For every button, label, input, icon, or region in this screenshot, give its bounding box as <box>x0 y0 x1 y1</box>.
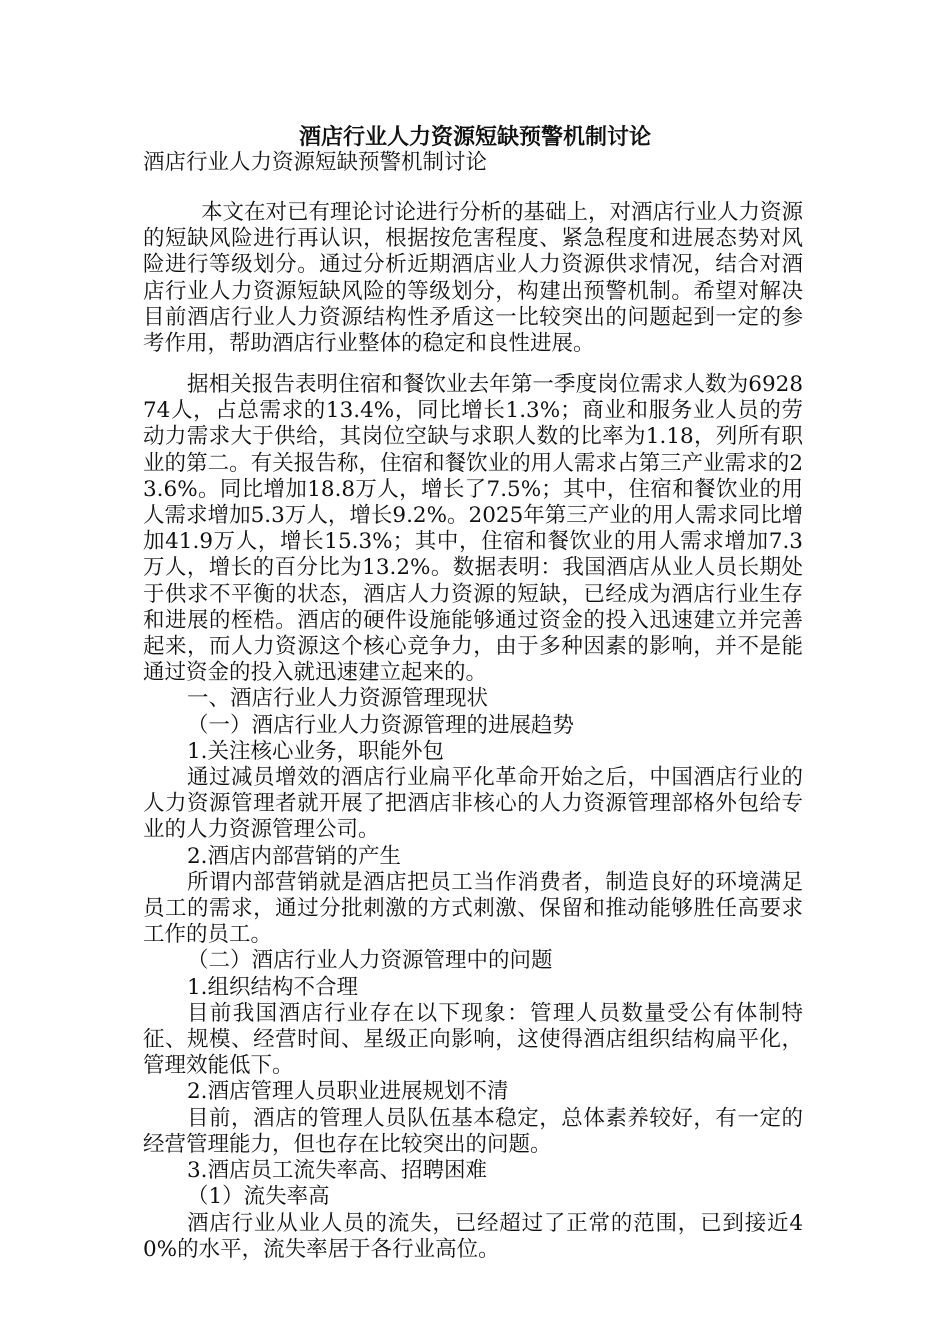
heading-item-1-2: 2.酒店内部营销的产生 <box>187 843 402 869</box>
heading-item-2-3-1: （1）流失率高 <box>187 1184 330 1210</box>
paragraph-statistics: 据相关报告表明住宿和餐饮业去年第一季度岗位需求人数为692874人，占总需求的13.4%，同比增长1.3%；商业和服务业人员的劳动力需求大于供给，其岗位空缺与求职人数的比率为1.18，列所有职业的第二。有关报告称，住宿和餐饮业的用人需求占第三产业需求的23.6%。同比增加18.8万人，增长了7.5%；其中，住宿和餐饮业的用人需求增加5.3万人，增长9.2%。2025年第三产业的用人需求同比增加41.9万人，增长15.3%；其中，住宿和餐饮业的用人需求增加7.3万人，增长的百分比为13.2%。数据表明：我国酒店从业人员长期处于供求不平衡的状态，酒店人力资源的短缺，已经成为酒店行业生存和进展的桎梏。酒店的硬件设施能够通过资金的投入迅速建立并完善起来，而人力资源这个核心竞争力，由于多种因素的影响，并不是能通过资金的投入就迅速建立起来的。 <box>143 372 803 686</box>
heading-item-1-1: 1.关注核心业务，职能外包 <box>187 738 445 764</box>
heading-subsection-1: （一）酒店行业人力资源管理的进展趋势 <box>187 712 575 738</box>
paragraph-career-planning: 目前，酒店的管理人员队伍基本稳定，总体素养较好，有一定的经营管理能力，但也存在比较突出的问题。 <box>143 1105 803 1157</box>
heading-section-1: 一、酒店行业人力资源管理现状 <box>187 686 489 712</box>
document-body <box>143 372 803 1263</box>
paragraph-turnover: 酒店行业从业人员的流失，已经超过了正常的范围，已到接近40%的水平，流失率居于各行业高位。 <box>143 1210 803 1262</box>
paragraph-internal-marketing: 所谓内部营销就是酒店把员工当作消费者，制造良好的环境满足员工的需求，通过分批刺激的方式刺激、保留和推动能够胜任高要求工作的员工。 <box>143 869 803 948</box>
document-subtitle: 酒店行业人力资源短缺预警机制讨论 <box>143 150 488 175</box>
heading-item-2-1: 1.组织结构不合理 <box>187 974 359 1000</box>
paragraph-outsourcing: 通过减员增效的酒店行业扁平化革命开始之后，中国酒店行业的人力资源管理者就开展了把酒店非核心的人力资源管理部格外包给专业的人力资源管理公司。 <box>143 765 803 843</box>
document-title: 酒店行业人力资源短缺预警机制讨论 <box>298 124 651 150</box>
abstract-paragraph: 本文在对已有理论讨论进行分析的基础上，对酒店行业人力资源的短缺风险进行再认识，根据按危害程度、紧急程度和进展态势对风险进行等级划分。通过分析近期酒店业人力资源供求情况，结合对酒店行业人力资源短缺风险的等级划分，构建出预警机制。希望对解决目前酒店行业人力资源结构性矛盾这一比较突出的问题起到一定的参考作用，帮助酒店行业整体的稳定和良性进展。 <box>143 200 804 357</box>
heading-item-2-3: 3.酒店员工流失率高、招聘困难 <box>187 1158 488 1184</box>
paragraph-org-structure: 目前我国酒店行业存在以下现象：管理人员数量受公有体制特征、规模、经营时间、星级正向影响，这使得酒店组织结构扁平化，管理效能低下。 <box>143 1000 803 1079</box>
heading-subsection-2: （二）酒店行业人力资源管理中的问题 <box>187 948 553 974</box>
heading-item-2-2: 2.酒店管理人员职业进展规划不清 <box>187 1079 509 1105</box>
